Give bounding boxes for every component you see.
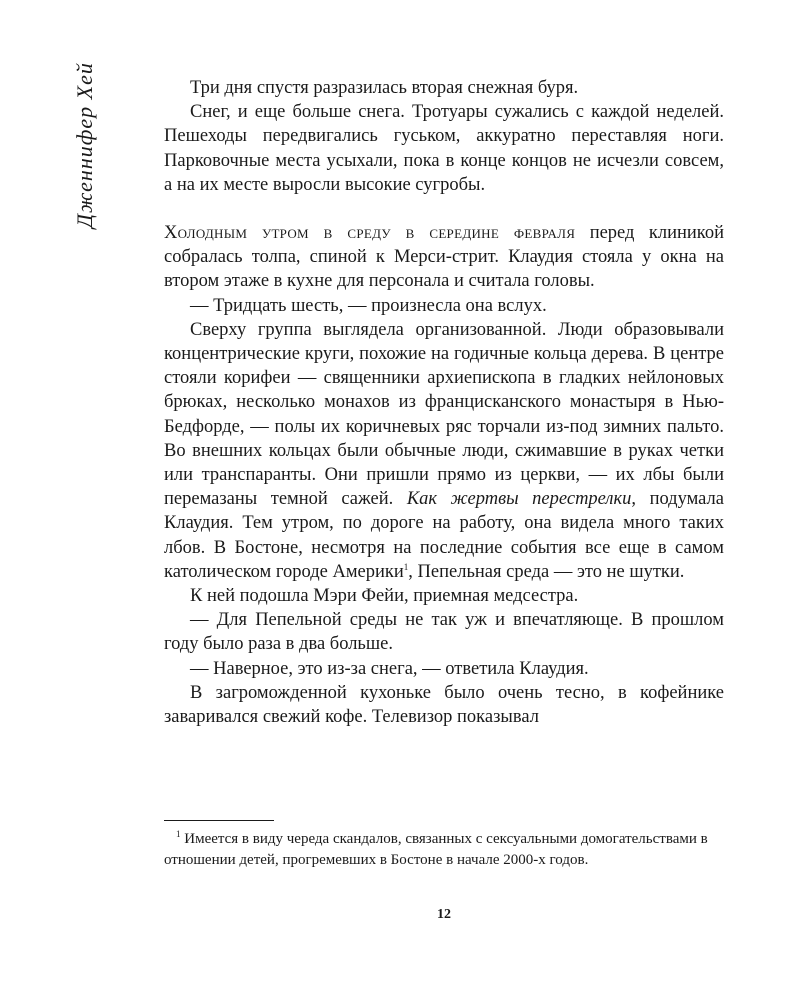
- footnote-marker: 1: [176, 829, 181, 839]
- paragraph: В загроможденной кухоньке было очень тесно, в кофейнике заваривался свежий кофе. Телевизор показывал: [164, 682, 724, 728]
- italic-phrase: Как жертвы перестрелки: [406, 489, 632, 510]
- footnote-separator: [164, 820, 274, 821]
- paragraph: Три дня спустя разразилась вторая снежная буря.: [190, 78, 579, 98]
- dialogue-line: — Для Пепельной среды не так уж и впечатляюще. В прошлом году было раза в два больше.: [164, 610, 724, 655]
- page-number: 12: [437, 907, 451, 922]
- paragraph: [164, 318, 724, 584]
- footnote-text: Имеется в виду череда скандалов, связанных с сексуальными домогательствами в отношении детей, прогремевших в Бостоне в начале 2000-х годов.: [164, 831, 708, 868]
- dialogue-line: — Тридцать шесть, — произнесла она вслух.: [190, 295, 547, 316]
- paragraph-text: перед клиникой собралась толпа, спиной к Мерси-стрит. Клаудия стояла у окна на втором этаже в кухне для персонала и считала головы.: [164, 223, 724, 292]
- smallcaps-lead: Холодным утром в среду в середине февраля: [164, 223, 576, 244]
- paragraph-text: , подумала Клаудия. Тем утром, по дороге на работу, она видела много таких лбов. В Бостоне, несмотря на последние события все еще в самом католическом городе Америки: [164, 489, 725, 582]
- footnote-reference[interactable]: 1: [403, 561, 409, 572]
- body-text: [164, 76, 724, 729]
- running-head: Дженнифер Хей: [72, 62, 97, 228]
- paragraph: К ней подошла Мэри Фейи, приемная медсестра.: [190, 586, 579, 607]
- paragraph-text: , Пепельная среда — это не шутки.: [408, 561, 685, 582]
- paragraph-text: Сверху группа выглядела организованной. Люди образовывали концентрические круги, похожие на годичные кольца дерева. В центре стояли корифеи — священники архиепископа в гладких нейлоновых брюках, несколько монахов из францисканского монастыря в Нью-Бедфорде, — полы их коричневых ряс торчали из-под зимних пальто. Во внешних кольцах были обычные люди, сжимавшие в руках четки или транспаранты. Они пришли прямо из церкви, — их лбы были перемазаны темной сажей.: [164, 319, 724, 510]
- dialogue-line: — Наверное, это из-за снега, — ответила Клаудия.: [190, 658, 589, 679]
- footnote: [164, 829, 724, 871]
- paragraph: Снег, и еще больше снега. Тротуары сужались с каждой неделей. Пешеходы передвигались гуськом, аккуратно переставляя ноги. Парковочные места усыхали, пока в конце концов не исчезли совсем, а на их месте выросли высокие сугробы.: [164, 102, 724, 195]
- paragraph: [164, 221, 724, 294]
